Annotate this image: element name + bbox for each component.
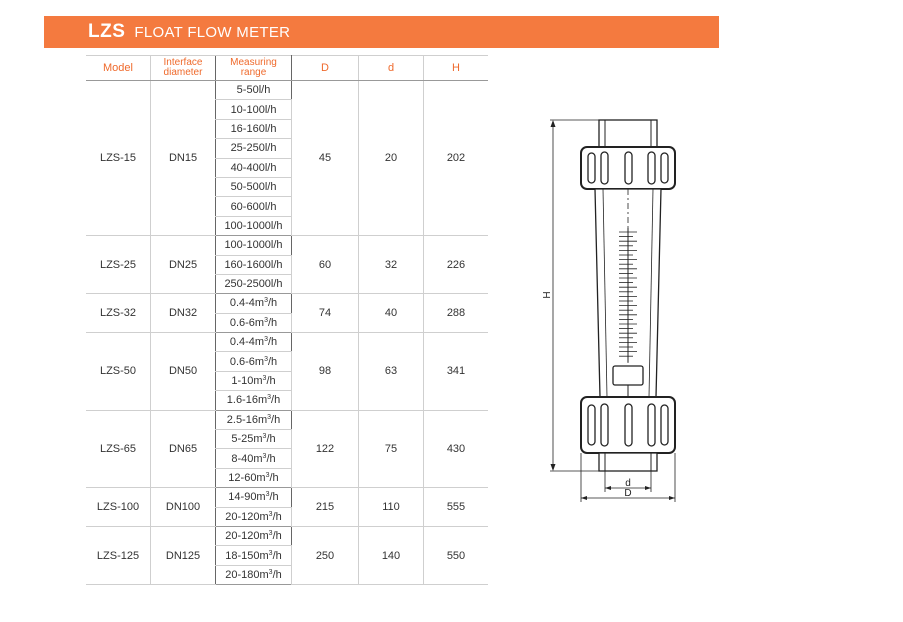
interface-diameter-cell: DN100: [151, 488, 216, 527]
D-arrow-left: [581, 496, 587, 500]
measuring-range-cell: 100-1000l/h: [216, 236, 292, 255]
interface-diameter-cell: DN65: [151, 410, 216, 488]
measuring-range-cell: $1-10m^3/h$: [216, 371, 292, 390]
col-header-measuring-range: Measuring range: [216, 56, 292, 81]
bottom-nut-rib: [625, 404, 632, 446]
D-arrow-right: [669, 496, 675, 500]
interface-diameter-cell: DN50: [151, 333, 216, 411]
H-cell: 226: [424, 236, 489, 294]
measuring-range-cell: 25-250l/h: [216, 139, 292, 158]
model-cell: LZS-25: [86, 236, 151, 294]
col-header-interface-diameter: Interface diameter: [151, 56, 216, 81]
measuring-range-cell: $0.6-6m^3/h$: [216, 313, 292, 332]
bottom-pipe-stub: [599, 453, 657, 471]
float: [613, 366, 643, 385]
d-cell: 140: [359, 526, 424, 584]
H-cell: 341: [424, 333, 489, 411]
measuring-range-cell: $1.6-16m^3/h$: [216, 391, 292, 410]
interface-diameter-cell: DN25: [151, 236, 216, 294]
measuring-range-cell: $20-120m^3/h$: [216, 507, 292, 526]
D-cell: 98: [292, 333, 359, 411]
model-cell: LZS-50: [86, 333, 151, 411]
D-cell: 215: [292, 488, 359, 527]
measuring-range-cell: $2.5-16m^3/h$: [216, 410, 292, 429]
col-header-H: H: [424, 56, 489, 81]
interface-diameter-cell: DN125: [151, 526, 216, 584]
table-row: [86, 333, 488, 352]
page-title: FLOAT FLOW METER: [134, 23, 291, 41]
bottom-nut-rib: [661, 405, 668, 445]
measuring-range-cell: $0.6-6m^3/h$: [216, 352, 292, 371]
interface-diameter-cell: DN32: [151, 294, 216, 333]
H-cell: 550: [424, 526, 489, 584]
table-row: [86, 294, 488, 313]
bottom-nut-rib: [601, 404, 608, 446]
top-pipe-stub: [599, 120, 657, 147]
spec-table: [86, 55, 488, 585]
top-nut-rib: [625, 152, 632, 184]
spec-table-body: [86, 81, 488, 585]
measuring-range-cell: $14-90m^3/h$: [216, 488, 292, 507]
model-cell: LZS-32: [86, 294, 151, 333]
measuring-range-cell: $0.4-4m^3/h$: [216, 294, 292, 313]
D-cell: 74: [292, 294, 359, 333]
measuring-range-cell: 100-1000l/h: [216, 216, 292, 235]
measuring-range-cell: $18-150m^3/h$: [216, 546, 292, 565]
H-cell: 202: [424, 81, 489, 236]
top-nut-rib: [661, 153, 668, 183]
D-cell: 122: [292, 410, 359, 488]
d-cell: 40: [359, 294, 424, 333]
measuring-range-cell: $20-120m^3/h$: [216, 526, 292, 545]
col-header-D: D: [292, 56, 359, 81]
top-nut-rib: [588, 153, 595, 183]
measuring-range-cell: $12-60m^3/h$: [216, 468, 292, 487]
d-cell: 20: [359, 81, 424, 236]
bottom-nut-rib: [648, 404, 655, 446]
interface-diameter-cell: DN15: [151, 81, 216, 236]
measuring-range-cell: $8-40m^3/h$: [216, 449, 292, 468]
col-header-model: Model: [86, 56, 151, 81]
measuring-range-cell: $5-25m^3/h$: [216, 430, 292, 449]
model-code: LZS: [88, 21, 126, 42]
h-arrow-bottom: [551, 464, 556, 471]
measuring-range-cell: 50-500l/h: [216, 177, 292, 196]
table-row: [86, 236, 488, 255]
table-row: [86, 81, 488, 100]
table-header-row: [86, 56, 488, 81]
d-arrow-left: [605, 486, 611, 490]
top-nut-rib: [601, 152, 608, 184]
measuring-range-cell: 60-600l/h: [216, 197, 292, 216]
D-cell: 250: [292, 526, 359, 584]
measuring-range-cell: 160-1600l/h: [216, 255, 292, 274]
measuring-range-cell: 40-400l/h: [216, 158, 292, 177]
d-arrow-right: [645, 486, 651, 490]
D-dimension-label: D: [624, 488, 632, 499]
measuring-range-cell: $0.4-4m^3/h$: [216, 333, 292, 352]
d-cell: 110: [359, 488, 424, 527]
measuring-range-cell: $20-180m^3/h$: [216, 565, 292, 584]
measuring-range-cell: 5-50l/h: [216, 81, 292, 100]
bottom-nut-rib: [588, 405, 595, 445]
model-cell: LZS-125: [86, 526, 151, 584]
col-header-d: d: [359, 56, 424, 81]
d-cell: 75: [359, 410, 424, 488]
D-cell: 60: [292, 236, 359, 294]
flow-meter-drawing: [540, 110, 680, 510]
table-row: [86, 488, 488, 507]
table-row: [86, 410, 488, 429]
measuring-range-cell: 250-2500l/h: [216, 274, 292, 293]
H-cell: 288: [424, 294, 489, 333]
model-cell: LZS-100: [86, 488, 151, 527]
H-cell: 430: [424, 410, 489, 488]
d-cell: 32: [359, 236, 424, 294]
model-cell: LZS-15: [86, 81, 151, 236]
D-cell: 45: [292, 81, 359, 236]
title-banner: [44, 16, 719, 48]
model-cell: LZS-65: [86, 410, 151, 488]
measuring-range-cell: 16-160l/h: [216, 119, 292, 138]
table-row: [86, 526, 488, 545]
measuring-range-cell: 10-100l/h: [216, 100, 292, 119]
d-dimension-label: d: [625, 478, 631, 489]
h-dimension-label: H: [542, 291, 553, 299]
top-nut-rib: [648, 152, 655, 184]
H-cell: 555: [424, 488, 489, 527]
h-arrow-top: [551, 120, 556, 127]
d-cell: 63: [359, 333, 424, 411]
